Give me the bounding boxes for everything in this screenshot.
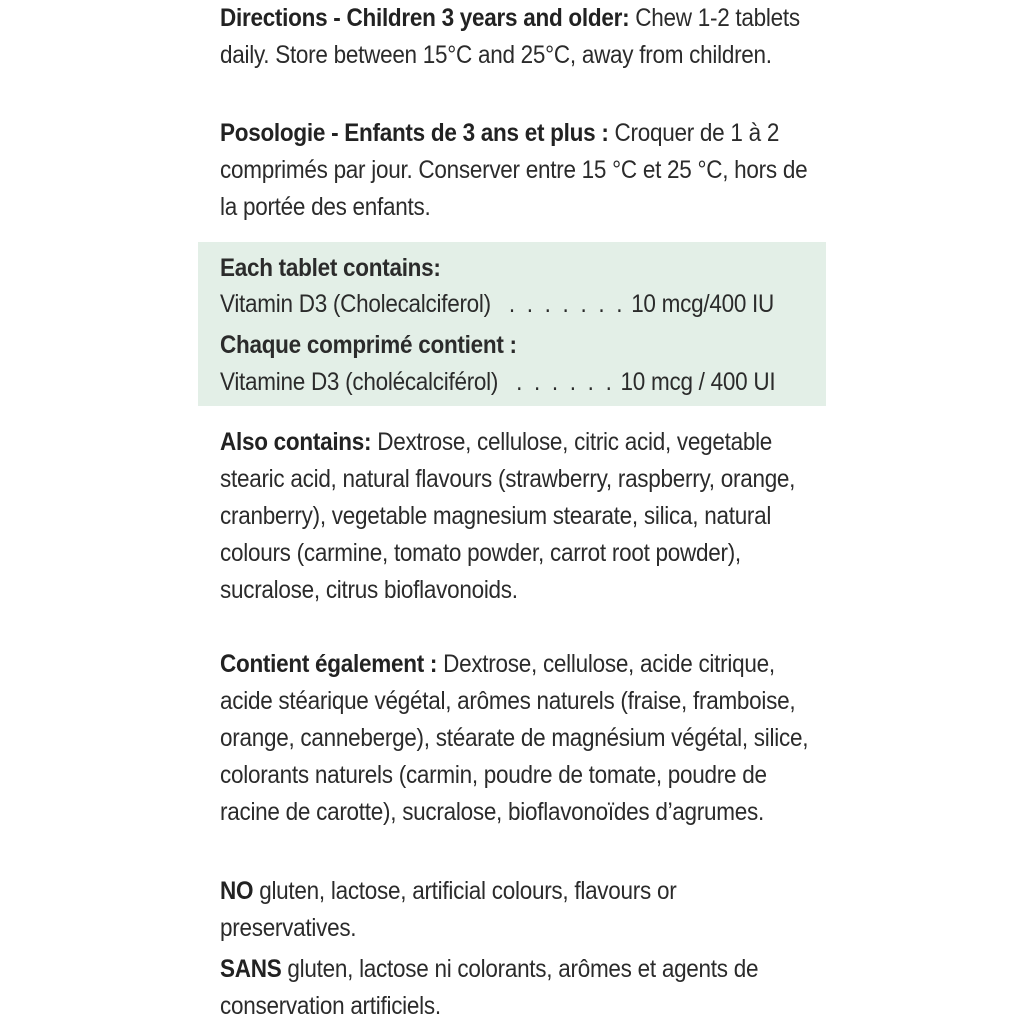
ingredient-en-leader: . . . . . . . xyxy=(508,290,626,318)
directions-fr xyxy=(220,115,814,226)
also-contains-en xyxy=(220,424,814,609)
also-contains-fr-text: Dextrose, cellulose, acide citrique, acide stéarique végétal, arômes naturels (fraise, framboise, orange, canneberge), stéarate de magnésium végétal, silice, colorants naturels (carmin, poudre de tomate, poudre de racine de carotte), sucralose, bioflavonoïdes d’agrumes. xyxy=(220,650,809,826)
ingredient-fr-amount: 10 mcg / 400 UI xyxy=(620,368,776,396)
also-contains-en-heading: Also contains: xyxy=(220,428,372,456)
free-from-fr-heading: SANS xyxy=(220,955,282,983)
ingredient-row-fr xyxy=(220,364,775,401)
directions-fr-text: Croquer de 1 à 2 comprimés par jour. Conserver entre 15 °C et 25 °C, hors de la portée des enfants. xyxy=(220,119,808,221)
ingredient-en-name: Vitamin D3 (Cholecalciferol) xyxy=(220,290,491,318)
directions-fr-heading: Posologie - Enfants de 3 ans et plus : xyxy=(220,119,609,147)
ingredient-en-amount: 10 mcg/400 IU xyxy=(631,290,775,318)
also-contains-fr xyxy=(220,646,814,831)
ingredient-row-en xyxy=(220,286,774,323)
also-contains-en-text: Dextrose, cellulose, citric acid, vegetable stearic acid, natural flavours (strawberry, raspberry, orange, cranberry), vegetable magnesium stearate, silica, natural colours (carmine, tomato powder, carrot root powder), sucralose, citrus bioflavonoids. xyxy=(220,428,796,604)
free-from-en-text: gluten, lactose, artificial colours, flavours or preservatives. xyxy=(220,877,677,942)
free-from-fr-text: gluten, lactose ni colorants, arômes et agents de conservation artificiels. xyxy=(220,955,759,1020)
ingredients-en-heading: Each tablet contains: xyxy=(220,254,441,282)
ingredient-fr-leader: . . . . . . xyxy=(516,368,615,396)
ingredient-fr-name: Vitamine D3 (cholécalciférol) xyxy=(220,368,499,396)
directions-en-text: Chew 1-2 tablets daily. Store between 15°C and 25°C, away from children. xyxy=(220,4,800,69)
also-contains-fr-heading: Contient également : xyxy=(220,650,438,678)
free-from-en xyxy=(220,873,814,947)
free-from-fr xyxy=(220,951,814,1025)
ingredients-en-heading-row xyxy=(220,250,441,287)
directions-en xyxy=(220,0,814,74)
directions-en-heading: Directions - Children 3 years and older: xyxy=(220,4,630,32)
free-from-en-heading: NO xyxy=(220,877,254,905)
ingredients-fr-heading-row xyxy=(220,327,517,364)
ingredients-fr-heading: Chaque comprimé contient : xyxy=(220,331,517,359)
